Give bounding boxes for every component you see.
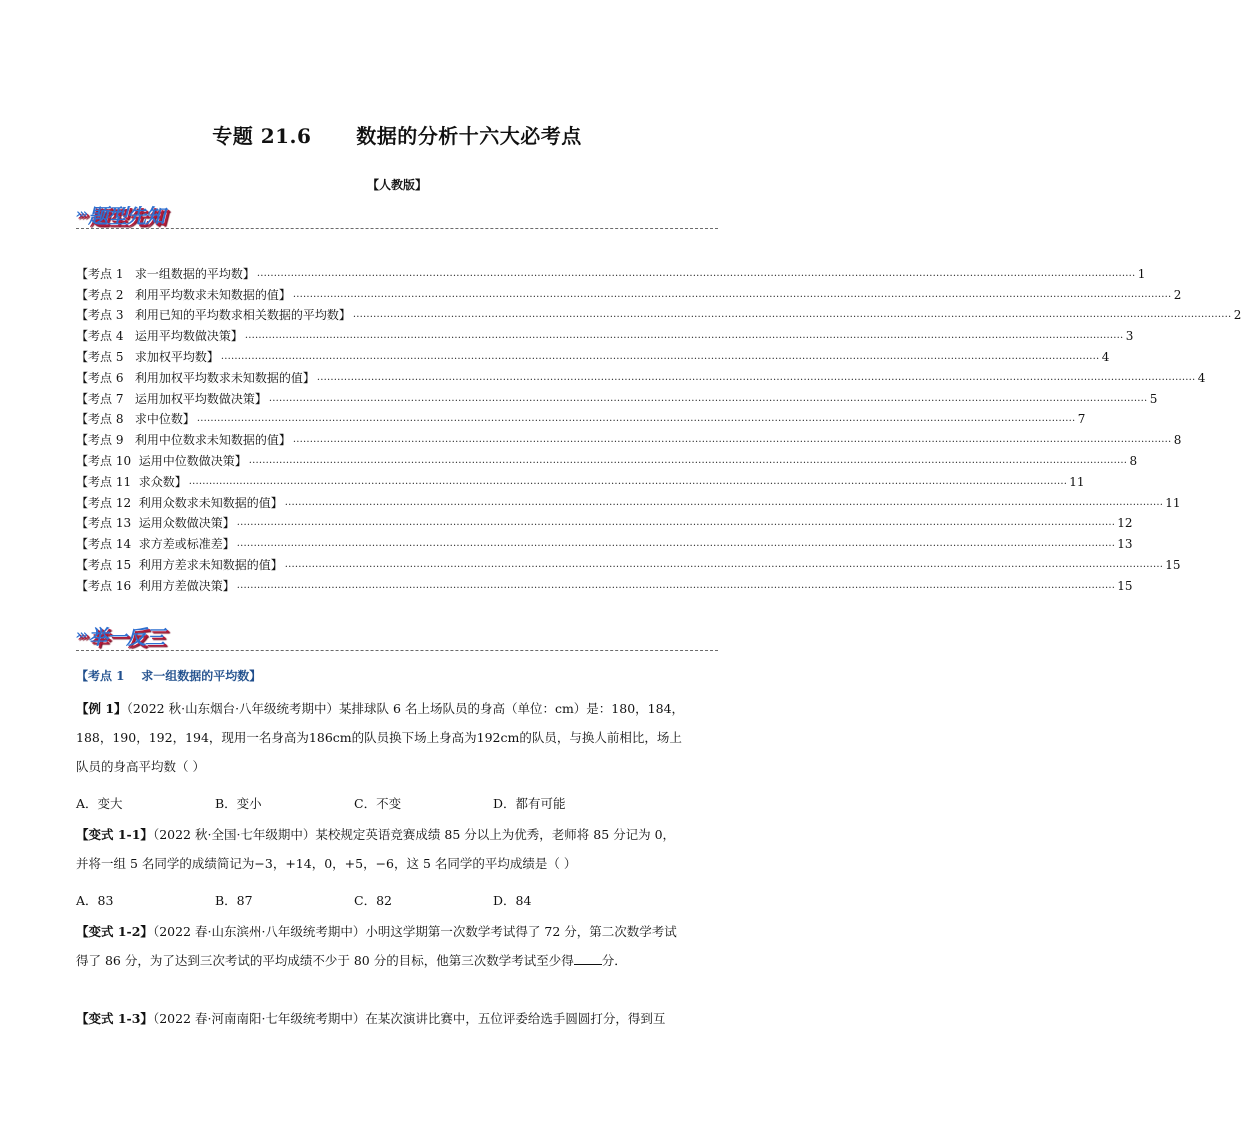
toc-entry[interactable] (76, 530, 1133, 552)
banner-overview (76, 199, 164, 229)
option-b: B．变小 (215, 796, 262, 811)
toc-leader-dots: .................................................................................................................................................................................................................................................................... (196, 413, 1076, 425)
section-heading: 【考点 1 求一组数据的平均数】 (76, 669, 262, 683)
toc-entry-page: 3 (1125, 329, 1134, 344)
toc-leader-dots: .................................................................................................................................................................................................................................................................... (284, 558, 1164, 570)
variant-text-line: 在某次演讲比赛中，五位评委给选手圆圆打分，得到互 (365, 1011, 666, 1026)
toc-entry[interactable] (76, 406, 1086, 427)
variant-tag: 【变式 1-2】 (76, 924, 153, 939)
toc-leader-dots: .................................................................................................................................................................................................................................................................... (220, 350, 1100, 362)
toc-entry-page: 13 (1117, 537, 1133, 552)
toc-entry[interactable] (76, 302, 1241, 323)
toc-entry-page: 2 (1173, 287, 1182, 302)
option-b: B．87 (215, 893, 253, 908)
example-1 (76, 694, 722, 781)
variant-tag: 【变式 1-1】 (76, 827, 153, 842)
variant-1-3 (76, 1004, 722, 1033)
toc-entry[interactable] (76, 322, 1134, 344)
example-1-options (76, 794, 636, 812)
toc-entry[interactable] (76, 572, 1133, 593)
toc-leader-dots: .................................................................................................................................................................................................................................................................... (284, 496, 1164, 508)
toc-entry[interactable] (76, 426, 1182, 448)
example-text-line: 队员的身高平均数（ ） (76, 759, 205, 774)
edition-label: 【人教版】 (366, 178, 427, 192)
toc-entry-label: 【考点 11 求众数】 (76, 474, 187, 489)
toc-entry-page: 5 (1149, 391, 1158, 406)
toc-entry[interactable] (76, 281, 1182, 302)
divider-line (76, 650, 718, 651)
toc-leader-dots: .................................................................................................................................................................................................................................................................... (256, 267, 1136, 279)
banner-arrows-icon: ››› (76, 627, 87, 643)
example-text-line: 188，190，192，194，现用一名身高为186cm的队员换下场上身高为192cm的队员，与换人前相比，场上 (76, 730, 682, 745)
divider-line (76, 228, 718, 229)
toc-entry-page: 15 (1117, 578, 1133, 593)
answer-blank (574, 952, 602, 965)
toc-entry-label: 【考点 3 利用已知的平均数求相关数据的平均数】 (76, 308, 351, 323)
variant-text-line: 小明这学期第一次数学考试得了 72 分，第二次数学考试 (365, 924, 677, 939)
example-source: （2022 秋·山东烟台·八年级统考期中） (126, 701, 340, 716)
variant-source: （2022 秋·全国·七年级期中） (152, 827, 316, 842)
banner-practice-text: 举一反三 (88, 624, 165, 649)
toc-entry-label: 【考点 13 运用众数做决策】 (76, 516, 235, 531)
variant-source: （2022 春·河南南阳·七年级统考期中） (152, 1011, 366, 1026)
toc-leader-dots: .................................................................................................................................................................................................................................................................... (188, 475, 1068, 487)
toc-entry-label: 【考点 16 利用方差做决策】 (76, 578, 235, 593)
option-d: D．84 (493, 893, 532, 908)
variant-text-line: 并将一组 5 名同学的成绩简记为−3，+14，0，+5，−6，这 5 名同学的平均成绩是（ ） (76, 856, 577, 871)
variant-1-2 (76, 917, 722, 975)
toc-entry[interactable] (76, 489, 1181, 510)
toc-entry[interactable] (76, 343, 1110, 364)
option-c: C．不变 (354, 796, 402, 811)
variant-text-line: 得了 86 分，为了达到三次考试的平均成绩不少于 80 分的目标，他第三次数学考试至少得 (76, 953, 574, 968)
banner-practice (76, 620, 164, 650)
toc-leader-dots: .................................................................................................................................................................................................................................................................... (244, 330, 1124, 342)
toc-entry[interactable] (76, 551, 1181, 572)
toc-leader-dots: .................................................................................................................................................................................................................................................................... (292, 434, 1172, 446)
toc-entry[interactable] (76, 260, 1146, 281)
toc-entry-label: 【考点 1 求一组数据的平均数】 (76, 266, 255, 281)
toc-entry-label: 【考点 12 利用众数求未知数据的值】 (76, 495, 283, 510)
toc-entry-label: 【考点 6 利用加权平均数求未知数据的值】 (76, 370, 315, 385)
toc-entry[interactable] (76, 447, 1138, 468)
page-title: 专题 21.6 数据的分析十六大必考点 (212, 124, 582, 148)
variant-1-1-options (76, 891, 636, 909)
toc-entry[interactable] (76, 468, 1085, 489)
toc-leader-dots: .................................................................................................................................................................................................................................................................... (352, 309, 1232, 321)
toc-leader-dots: .................................................................................................................................................................................................................................................................... (248, 454, 1128, 466)
toc-entry-page: 11 (1165, 495, 1181, 510)
toc-entry-page: 12 (1117, 516, 1133, 531)
toc-entry-page: 4 (1101, 349, 1110, 364)
toc-leader-dots: .................................................................................................................................................................................................................................................................... (268, 392, 1148, 404)
toc-entry-label: 【考点 2 利用平均数求未知数据的值】 (76, 287, 291, 302)
toc-entry-page: 1 (1137, 266, 1146, 281)
variant-text-line: 某校规定英语竞赛成绩 85 分以上为优秀，老师将 85 分记为 0， (315, 827, 676, 842)
toc-entry-label: 【考点 9 利用中位数求未知数据的值】 (76, 433, 291, 448)
toc-entry-page: 4 (1197, 370, 1206, 385)
example-text-line: 某排球队 6 名上场队员的身高（单位：cm）是：180，184， (339, 701, 685, 716)
toc-entry-page: 7 (1077, 412, 1086, 427)
toc-entry-label: 【考点 14 求方差或标准差】 (76, 537, 235, 552)
toc-leader-dots: .................................................................................................................................................................................................................................................................... (292, 288, 1172, 300)
variant-text-end: 分． (601, 953, 627, 968)
toc-entry-page: 2 (1233, 308, 1241, 323)
toc-entry[interactable] (76, 510, 1133, 531)
variant-source: （2022 春·山东滨州·八年级统考期中） (152, 924, 366, 939)
option-d: D．都有可能 (493, 796, 566, 811)
option-a: A．变大 (76, 796, 123, 811)
toc-leader-dots: .................................................................................................................................................................................................................................................................... (236, 579, 1116, 591)
table-of-contents (76, 260, 1241, 593)
option-a: A．83 (76, 893, 114, 908)
option-c: C．82 (354, 893, 392, 908)
toc-entry-page: 8 (1173, 433, 1182, 448)
variant-1-1 (76, 820, 722, 878)
toc-entry-page: 15 (1165, 557, 1181, 572)
toc-leader-dots: .................................................................................................................................................................................................................................................................... (236, 538, 1116, 550)
toc-entry[interactable] (76, 385, 1158, 406)
toc-entry[interactable] (76, 364, 1206, 385)
toc-entry-label: 【考点 7 运用加权平均数做决策】 (76, 391, 267, 406)
example-tag: 【例 1】 (76, 701, 127, 716)
toc-entry-page: 11 (1069, 474, 1085, 489)
toc-entry-label: 【考点 5 求加权平均数】 (76, 349, 219, 364)
toc-entry-label: 【考点 4 运用平均数做决策】 (76, 329, 243, 344)
toc-leader-dots: .................................................................................................................................................................................................................................................................... (236, 517, 1116, 529)
banner-overview-text: 题型先知 (88, 203, 165, 228)
toc-entry-label: 【考点 15 利用方差求未知数据的值】 (76, 557, 283, 572)
banner-arrows-icon: ››› (76, 206, 87, 222)
toc-entry-label: 【考点 8 求中位数】 (76, 412, 195, 427)
variant-tag: 【变式 1-3】 (76, 1011, 153, 1026)
toc-entry-page: 8 (1129, 453, 1138, 468)
toc-leader-dots: .................................................................................................................................................................................................................................................................... (316, 371, 1196, 383)
toc-entry-label: 【考点 10 运用中位数做决策】 (76, 453, 247, 468)
